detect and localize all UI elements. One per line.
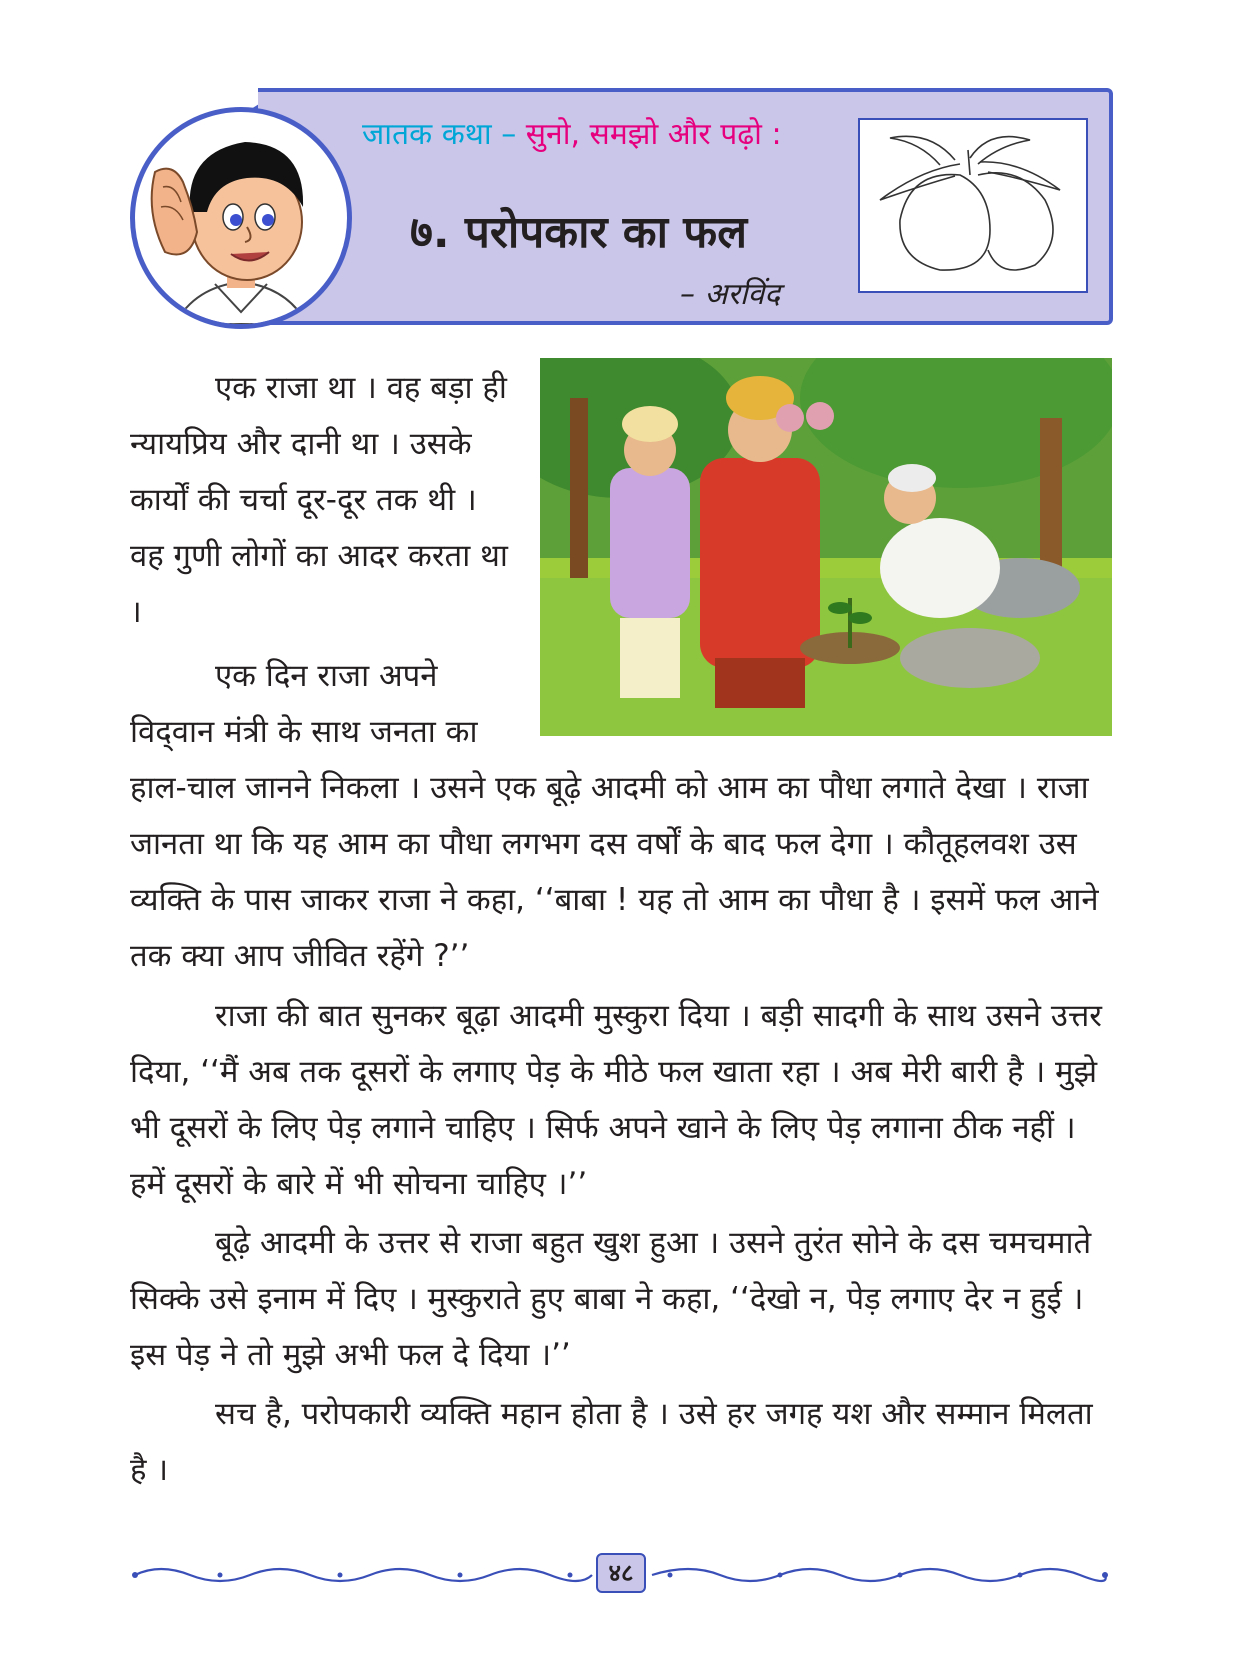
lesson-title: ७. परोपकार का फल [410,207,748,258]
listening-boy-icon [130,107,352,329]
mango-sketch-icon [858,118,1088,293]
story-paragraph-4: बूढ़े आदमी के उत्तर से राजा बहुत खुश हुआ । उसने तुरंत सोने के दस चमचमाते सिक्के उसे इनाम में दिए । मुस्कुराते हुए बाबा ने कहा, ‘‘देखो न, पेड़ लगाए देर न हुई । इस पेड़ ने तो मुझे अभी फल दे दिया ।’’ [130,1225,1092,1373]
story-paragraph-2-start: एक दिन राजा अपने विद्‌वान मंत्री के साथ जनता का [130,658,478,750]
story-illustration [540,358,1112,736]
section-kicker [362,112,782,153]
author-name: – अरविंद [680,277,781,312]
story-paragraph-3: राजा की बात सुनकर बूढ़ा आदमी मुस्कुरा दिया । बड़ी सादगी के साथ उसने उत्तर दिया, ‘‘मैं अब तक दूसरों के लगाए पेड़ के मीठे फल खाता रहा । अब मेरी बारी है । मुझे भी दूसरों के लिए पेड़ लगाने चाहिए । सिर्फ अपने खाने के लिए पेड़ लगाना ठीक नहीं । हमें दूसरों के बारे में भी सोचना चाहिए ।’’ [130,998,1102,1202]
story-paragraph-5: सच है, परोपकारी व्यक्ति महान होता है । उसे हर जगह यश और सम्मान मिलता है । [130,1396,1093,1488]
story-paragraph-2-continued: हाल-चाल जानने निकला । उसने एक बूढ़े आदमी को आम का पौधा लगाते देखा । राजा जानता था कि यह आम का पौधा लगभग दस वर्षों के बाद फल देगा । कौतूहलवश उस व्यक्ति के पास जाकर राजा ने कहा, ‘‘बाबा ! यह तो आम का पौधा है । इसमें फल आने तक क्या आप जीवित रहेंगे ?’’ [130,770,1099,974]
page-number: ४८ [596,1553,646,1593]
kicker-story-type: जातक कथा – [362,117,526,152]
kicker-instruction: सुनो, समझो और पढ़ो : [525,117,782,152]
story-paragraph-1: एक राजा था । वह बड़ा ही न्यायप्रिय और दानी था । उसके कार्यों की चर्चा दूर-दूर तक थी । वह गुणी लोगों का आदर करता था । [130,370,508,630]
